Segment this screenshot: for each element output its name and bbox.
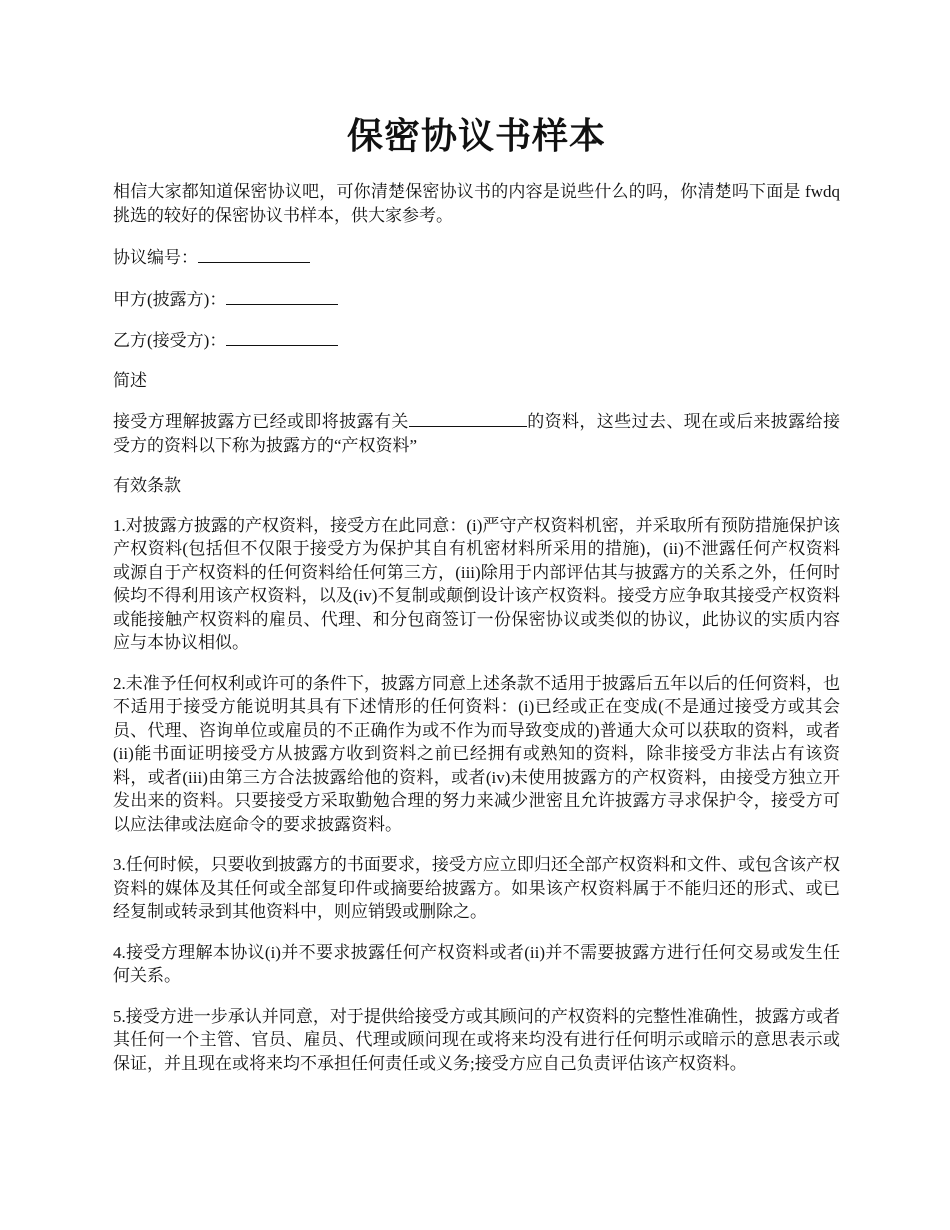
clause-3: 3.任何时候，只要收到披露方的书面要求，接受方应立即归还全部产权资料和文件、或包含该产权资料的媒体及其任何或全部复印件或摘要给披露方。如果该产权资料属于不能归还的形式、或已经复制或转录到其他资料中，则应销毁或删除之。: [113, 855, 840, 921]
document-body: [113, 112, 840, 1092]
summary-heading: 简述: [113, 370, 147, 390]
party-a-blank: [226, 286, 338, 305]
clause-4: 4.接受方理解本协议(i)并不要求披露任何产权资料或者(ii)并不需要披露方进行任何交易或发生任何关系。: [113, 942, 840, 985]
agreement-number-blank: [198, 244, 310, 263]
document-title: 保密协议书样本: [346, 116, 606, 156]
clause-5: 5.接受方进一步承认并同意，对于提供给接受方或其顾问的产权资料的完整性准确性，披露方或者其任何一个主管、官员、雇员、代理或顾问现在或将来均没有进行任何明示或暗示的意思表示或保证，并且现在或将来均不承担任何责任或义务;接受方应自己负责评估该产权资料。: [113, 1006, 840, 1073]
summary-prefix: 接受方理解披露方已经或即将披露有关: [113, 412, 409, 431]
party-b-field: [113, 327, 840, 353]
summary-blank: [409, 408, 527, 427]
intro-paragraph: 相信大家都知道保密协议吧，可你清楚保密协议书的内容是说些什么的吗，你清楚吗下面是 fwdq 挑选的较好的保密协议书样本，供大家参考。: [113, 182, 840, 225]
party-b-label: 乙方(接受方)：: [113, 331, 227, 350]
terms-heading: 有效条款: [113, 476, 181, 495]
party-a-label: 甲方(披露方)：: [113, 289, 227, 309]
party-a-field: [113, 286, 840, 312]
summary-paragraph: [113, 408, 840, 457]
clause-1: 1.对披露方披露的产权资料，接受方在此同意：(i)严守产权资料机密，并采取所有预防措施保护该产权资料(包括但不仅限于接受方为保护其自有机密材料所采用的措施)，(ii)不泄露任何产权资料或源自于产权资料的任何资料给任何第三方，(iii)除用于内部评估其与披露方的关系之外，任何时候均不得利用该产权资料，以及(iv)不复制或颠倒设计该产权资料。接受方应争取其接受产权资料或能接触产权资料的雇员、代理、和分包商签订一份保密协议或类似的协议，此协议的实质内容应与本协议相似。: [113, 515, 840, 652]
clause-2: 2.未准予任何权利或许可的条件下，披露方同意上述条款不适用于披露后五年以后的任何资料，也不适用于接受方能说明其具有下述情形的任何资料：(i)已经或正在变成(不是通过接受方或其会员、代理、咨询单位或雇员的不正确作为或不作为而导致变成的)普通大众可以获取的资料，或者(ii)能书面证明接受方从披露方收到资料之前已经拥有或熟知的资料，除非接受方非法占有该资料，或者(iii)由第三方合法披露给他的资料，或者(iv)未使用披露方的产权资料，由接受方独立开发出来的资料。只要接受方采取勤勉合理的努力来减少泄密且允许披露方寻求保护令，接受方可以应法律或法庭命令的要求披露资料。: [113, 673, 840, 834]
agreement-number-label: 协议编号：: [113, 248, 198, 267]
summary-suffix: 的资料，这些过去、现在或后来披露给接受方的资料以下称为披露方的“产权资料”: [113, 412, 841, 455]
party-b-blank: [226, 327, 338, 346]
agreement-number-field: [113, 244, 840, 270]
